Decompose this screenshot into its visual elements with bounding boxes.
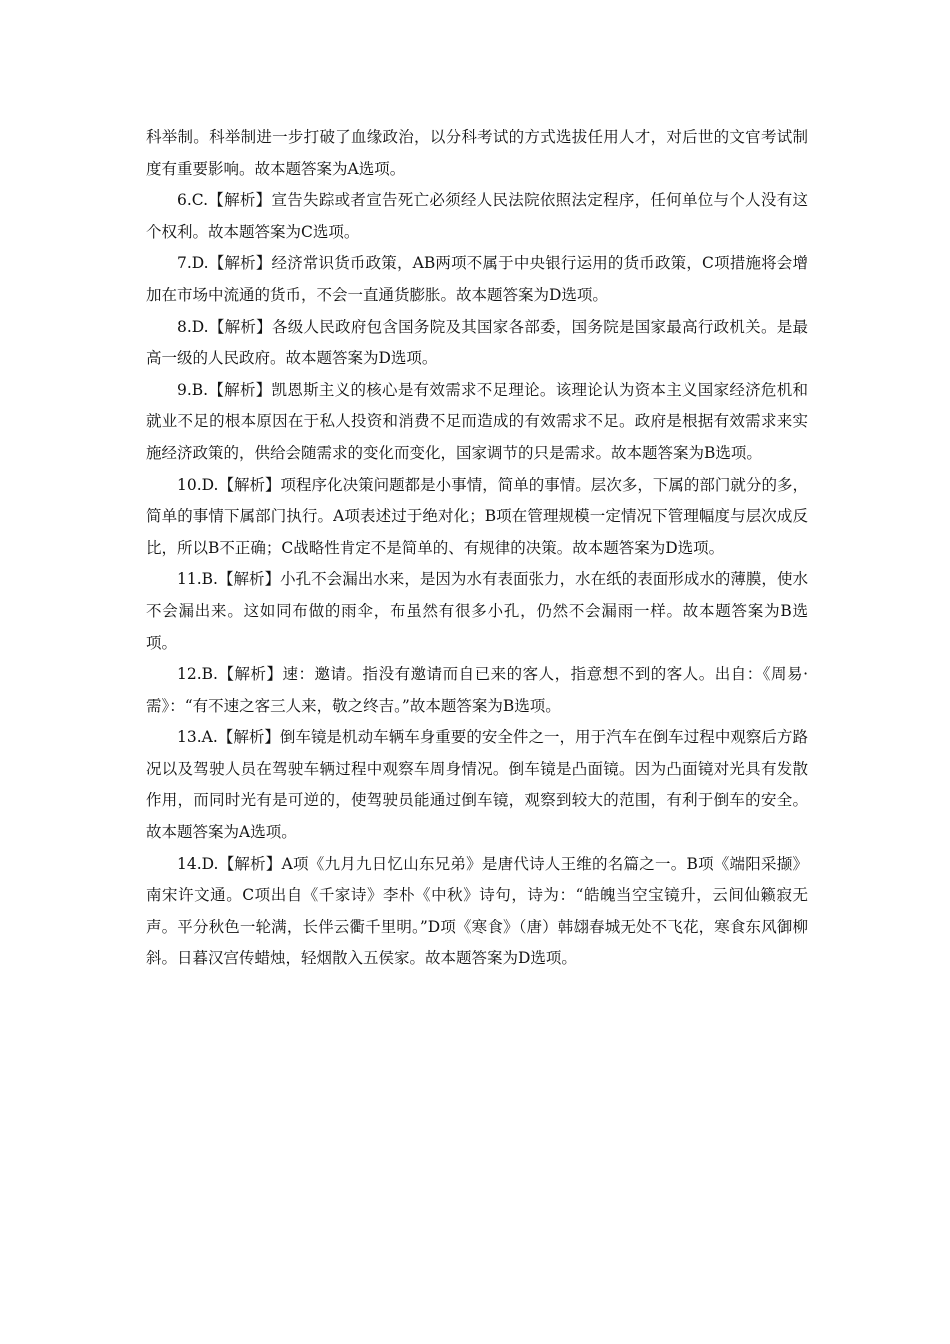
- answer-explanations: [146, 122, 808, 975]
- paragraph-question-7: 7.D.【解析】经济常识货币政策，AB两项不属于中央银行运用的货币政策，C项措施将会增加在市场中流通的货币，不会一直通货膨胀。故本题答案为D选项。: [146, 254, 808, 304]
- paragraph-question-8: 8.D.【解析】各级人民政府包含国务院及其国家各部委，国务院是国家最高行政机关。是最高一级的人民政府。故本题答案为D选项。: [146, 317, 808, 368]
- paragraph-question-11: 11.B.【解析】小孔不会漏出水来，是因为水有表面张力，水在纸的表面形成水的薄膜，使水不会漏出来。这如同布做的雨伞，布虽然有很多小孔，仍然不会漏雨一样。故本题答案为B选项。: [146, 570, 808, 652]
- paragraph-question-6: 6.C.【解析】宣告失踪或者宣告死亡必须经人民法院依照法定程序，任何单位与个人没有这个权利。故本题答案为C选项。: [146, 191, 808, 241]
- paragraph-question-10: 10.D.【解析】项程序化决策问题都是小事情，简单的事情。层次多，下属的部门就分的多，简单的事情下属部门执行。A项表述过于绝对化；B项在管理规模一定情况下管理幅度与层次成反比，所以B不正确；C战略性肯定不是简单的、有规律的决策。故本题答案为D选项。: [146, 475, 808, 557]
- paragraph-question-9: 9.B.【解析】凯恩斯主义的核心是有效需求不足理论。该理论认为资本主义国家经济危机和就业不足的根本原因在于私人投资和消费不足而造成的有效需求不足。政府是根据有效需求来实施经济政策的，供给会随需求的变化而变化，国家调节的只是需求。故本题答案为B选项。: [146, 380, 808, 462]
- paragraph-question-13: 13.A.【解析】倒车镜是机动车辆车身重要的安全件之一，用于汽车在倒车过程中观察后方路况以及驾驶人员在驾驶车辆过程中观察车周身情况。倒车镜是凸面镜。因为凸面镜对光具有发散作用，而同时光有是可逆的，使驾驶员能通过倒车镜，观察到较大的范围，有利于倒车的安全。故本题答案为A选项。: [146, 728, 808, 842]
- paragraph-question-14: 14.D.【解析】A项《九月九日忆山东兄弟》是唐代诗人王维的名篇之一。B项《端阳采撷》南宋许文通。C项出自《千家诗》李朴《中秋》诗句，诗为：“皓魄当空宝镜升，云间仙籁寂无声。平分秋色一轮满，长伴云衢千里明。”D项《寒食》（唐）韩翃春城无处不飞花，寒食东风御柳斜。日暮汉宫传蜡烛，轻烟散入五侯家。故本题答案为D选项。: [146, 854, 808, 968]
- paragraph-question-12: 12.B.【解析】速：邀请。指没有邀请而自已来的客人，指意想不到的客人。出自：《周易·需》：“有不速之客三人来，敬之终吉。”故本题答案为B选项。: [146, 665, 808, 715]
- paragraph-5-continued: 科举制。科举制进一步打破了血缘政治，以分科考试的方式选拔任用人才，对后世的文官考试制度有重要影响。故本题答案为A选项。: [146, 128, 808, 178]
